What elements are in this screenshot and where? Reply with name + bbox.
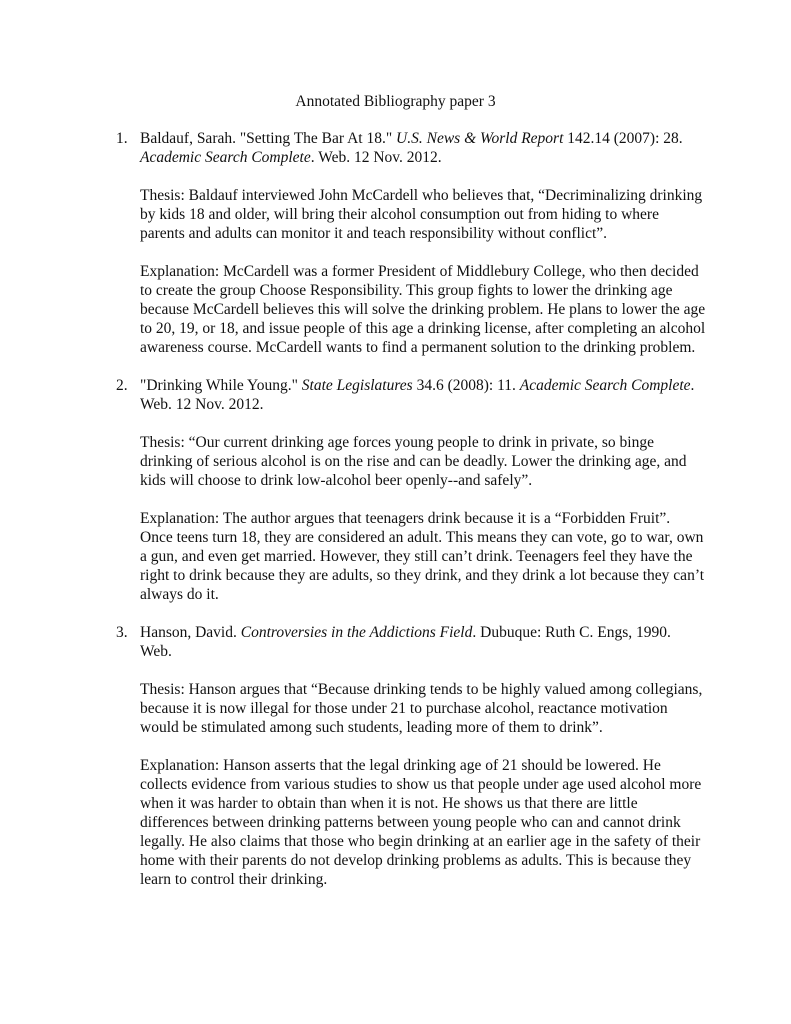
citation-source: Controversies in the Addictions Field — [240, 624, 473, 641]
citation-text: Hanson, David. — [140, 624, 241, 641]
citation-text: 34.6 (2008): 11. — [412, 377, 520, 394]
citation-database: Academic Search Complete — [519, 377, 691, 394]
citation-text: "Drinking While Young." — [140, 377, 302, 394]
page-title: Annotated Bibliography paper 3 — [295, 93, 496, 110]
thesis-paragraph: Thesis: Hanson argues that “Because drinking tends to be highly valued among collegians, because it is now illegal for those under 21 to purchase alcohol, reactance motivation would be stimulated among such students, leading more of them to drink”. — [140, 681, 703, 736]
entry-number: 3. — [116, 624, 128, 641]
explanation-paragraph: Explanation: The author argues that teenagers drink because it is a “Forbidden Fruit”. Once teens turn 18, they are considered an adult. This means they can vote, go to war, own a gun, and even get married. However, they still can’t drink. Teenagers feel they have the right to drink because they are adults, so they drink, and they drink a lot because they can’t always do it. — [140, 510, 705, 603]
entry-number: 1. — [116, 130, 128, 147]
citation-source: State Legislatures — [301, 377, 413, 394]
bibliography-entry — [116, 376, 706, 604]
explanation-paragraph: Explanation: McCardell was a former President of Middlebury College, who then decided to create the group Choose Responsibility. This group fights to lower the drinking age because McCardell believes this will solve the drinking problem. He plans to lower the age to 20, 19, or 18, and issue people of this age a drinking license, after completing an alcohol awareness course. McCardell wants to find a permanent solution to the drinking problem. — [140, 263, 706, 356]
entry-number: 2. — [116, 377, 128, 394]
citation-text: 142.14 (2007): 28. — [563, 130, 683, 147]
citation-database: Academic Search Complete — [140, 149, 311, 166]
bibliography-list — [116, 129, 706, 908]
citation-source: U.S. News & World Report — [396, 130, 564, 147]
citation-text: . Dubuque: Ruth C. Engs, 1990. Web. — [140, 624, 671, 660]
citation — [140, 623, 706, 661]
bibliography-entry — [116, 623, 706, 889]
citation — [140, 129, 706, 167]
explanation-paragraph: Explanation: Hanson asserts that the legal drinking age of 21 should be lowered. He collects evidence from various studies to show us that people under age used alcohol more when it was harder to obtain than when it is not. He shows us that there are little differences between drinking patterns between young people who can and cannot drink legally. He also claims that those who begin drinking at an earlier age in the safety of their home with their parents do not develop drinking problems as adults. This is because they learn to control their drinking. — [140, 757, 702, 888]
bibliography-entry — [116, 129, 706, 357]
citation-text: . Web. 12 Nov. 2012. — [140, 377, 695, 413]
citation — [140, 376, 706, 414]
thesis-paragraph: Thesis: Baldauf interviewed John McCardell who believes that, “Decriminalizing drinking by kids 18 and older, will bring their alcohol consumption out from hiding to where parents and adults can monitor it and teach responsibility without conflict”. — [140, 187, 703, 242]
citation-text: . Web. 12 Nov. 2012. — [310, 149, 442, 166]
thesis-paragraph: Thesis: “Our current drinking age forces young people to drink in private, so binge drinking of serious alcohol is on the rise and can be deadly. Lower the drinking age, and kids will choose to drink low-alcohol beer openly--and safely”. — [140, 434, 687, 489]
citation-text: Baldauf, Sarah. "Setting The Bar At 18." — [140, 130, 397, 147]
